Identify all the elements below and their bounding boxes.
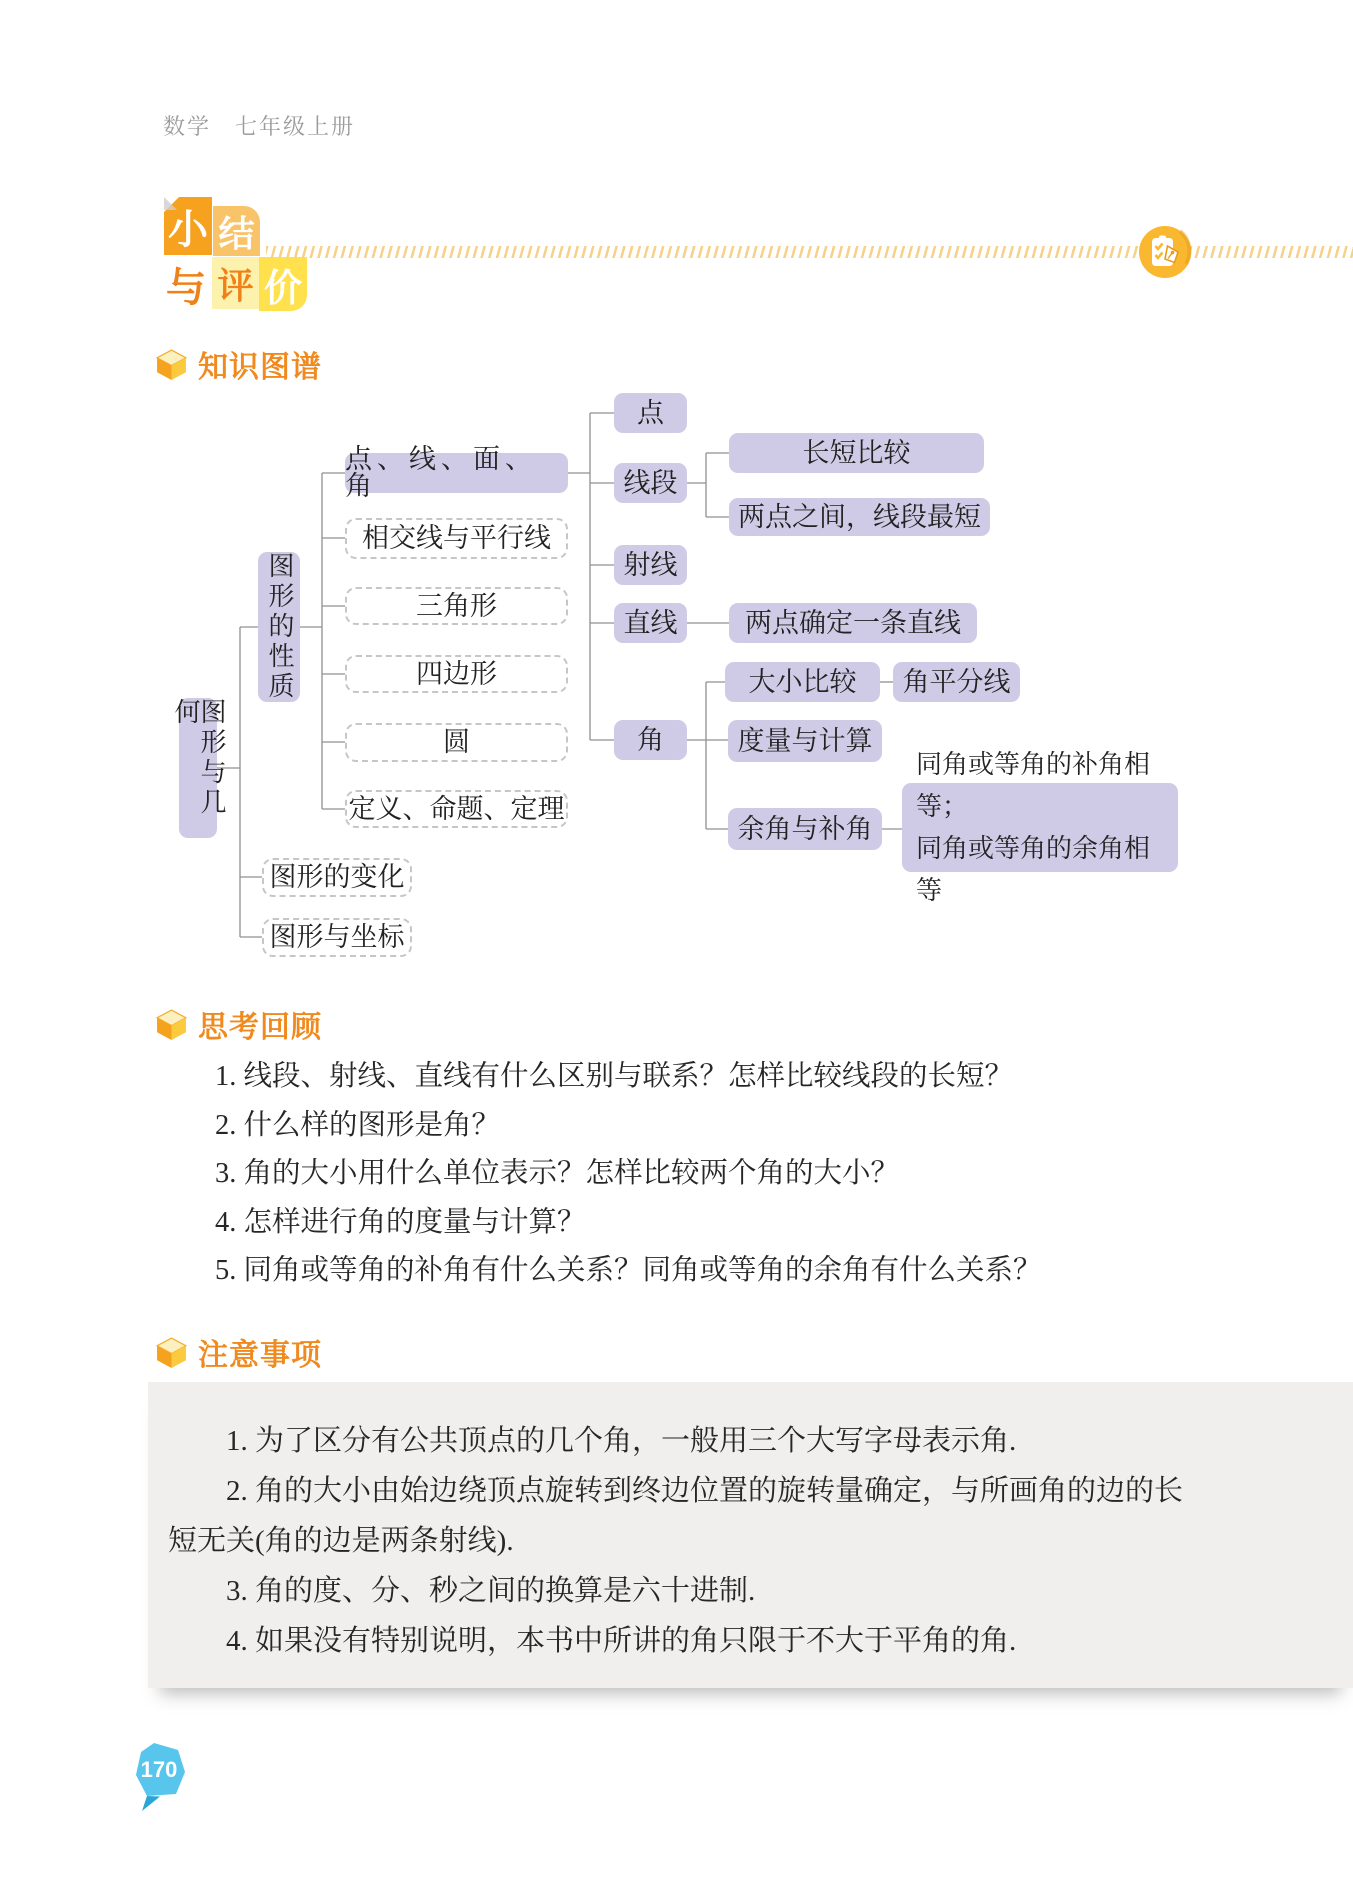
section-title: 思考回顾	[198, 1011, 322, 1044]
review-question: 5. 同角或等角的补角有什么关系？同角或等角的余角有什么关系？	[215, 1255, 1042, 1286]
node-measure-calc: 度量与计算	[728, 720, 882, 762]
note-item: 4. 如果没有特别说明，本书中所讲的角只限于不大于平角的角.	[226, 1625, 1017, 1657]
node-coords: 图形与坐标	[262, 918, 412, 957]
node-segment: 线段	[614, 463, 687, 503]
node-angle-bisector: 角平分线	[893, 662, 1020, 702]
node-complementary-supplementary: 余角与补角	[728, 808, 882, 850]
node-length-compare: 长短比较	[729, 433, 984, 473]
section-header-notes	[156, 1330, 322, 1374]
note-item: 3. 角的度、分、秒之间的换算是六十进制.	[226, 1575, 756, 1607]
review-question: 4. 怎样进行角的度量与计算？	[215, 1206, 586, 1238]
review-question: 3. 角的大小用什么单位表示？怎样比较两个角的大小？	[215, 1158, 900, 1189]
node-line: 直线	[614, 603, 687, 643]
node-definitions: 定义、命题、定理	[345, 790, 568, 828]
title-char: 结	[218, 212, 255, 254]
node-point: 点	[614, 393, 687, 433]
node-triangle: 三角形	[345, 587, 568, 625]
node-supplement-equal	[902, 749, 1178, 905]
cube-icon	[156, 1337, 187, 1368]
title-char: 与	[166, 265, 206, 310]
page-number: 170	[140, 1757, 178, 1782]
section-title: 知识图谱	[198, 351, 322, 384]
node-point-line-face-angle: 点、线、面、角	[345, 453, 568, 493]
node-circle: 圆	[345, 723, 568, 762]
book-header: 数学 七年级上册	[163, 114, 356, 139]
review-question-list	[215, 1053, 1275, 1296]
notes-panel	[148, 1382, 1353, 1688]
node-properties: 图形的性质	[258, 552, 300, 702]
cube-icon	[156, 1009, 187, 1040]
node-size-compare: 大小比较	[725, 662, 880, 702]
title-char: 评	[217, 264, 254, 306]
title-char: 价	[263, 267, 302, 310]
section-title: 注意事项	[198, 1339, 322, 1372]
review-question: 2. 什么样的图形是角？	[215, 1109, 501, 1141]
node-ray: 射线	[614, 545, 687, 585]
note-item: 1. 为了区分有公共顶点的几个角，一般用三个大写字母表示角.	[226, 1425, 1017, 1457]
node-two-points-line: 两点确定一条直线	[729, 603, 977, 643]
node-transform: 图形的变化	[262, 858, 412, 897]
review-question: 1. 线段、射线、直线有什么区别与联系？怎样比较线段的长短？	[215, 1061, 1014, 1092]
node-angle: 角	[614, 720, 687, 760]
supp-line-1: 同角或等角的补角相等；	[916, 749, 1151, 821]
supp-line-2: 同角或等角的余角相等	[916, 833, 1151, 905]
node-quadrilateral: 四边形	[345, 655, 568, 693]
node-shortest-segment: 两点之间，线段最短	[729, 498, 990, 536]
page-number-badge	[133, 1742, 187, 1814]
node-intersecting-parallel: 相交线与平行线	[345, 518, 568, 559]
note-item: 2. 角的大小由始边绕顶点旋转到终边位置的旋转量确定，与所画角的边的长短无关(角的边是两条射线).	[168, 1475, 1184, 1557]
section-header-review	[156, 1002, 322, 1046]
title-char: 小	[168, 207, 208, 252]
node-root: 图形与几何	[179, 698, 217, 838]
